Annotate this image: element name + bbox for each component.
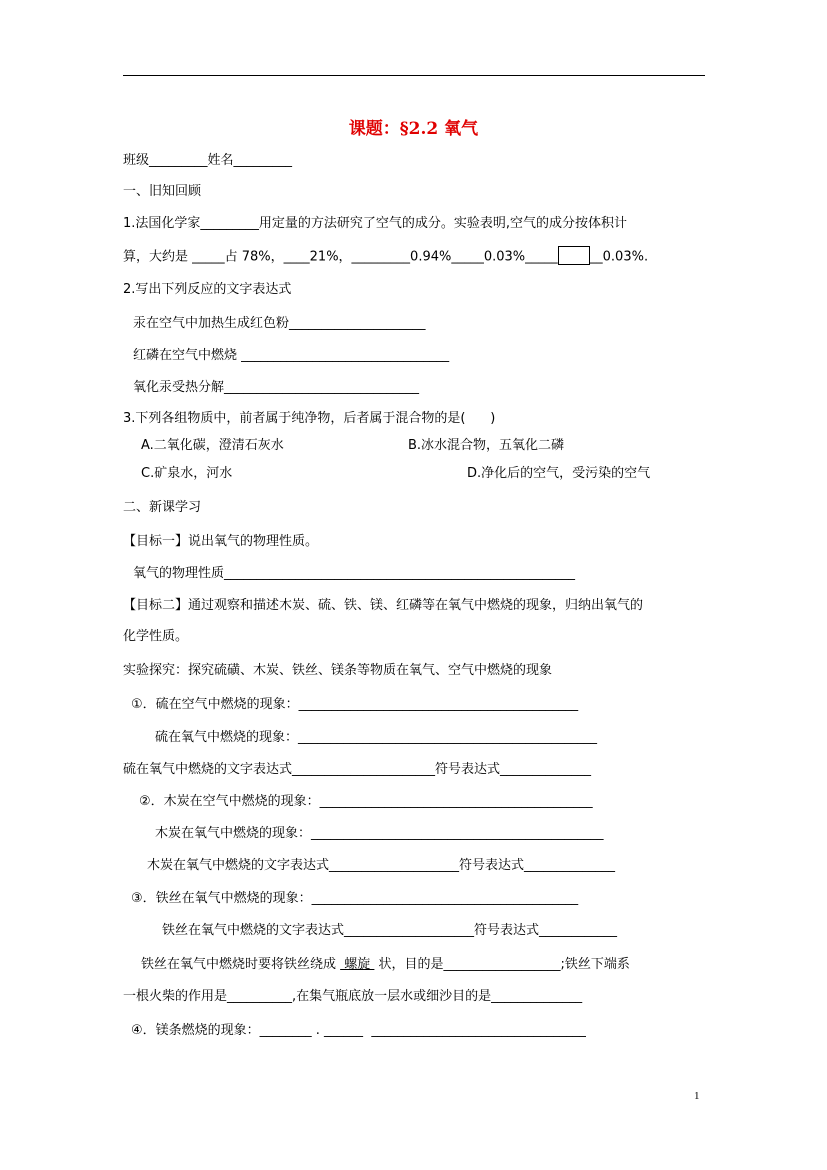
answer-box xyxy=(558,246,590,265)
page-number: 1 xyxy=(694,1090,700,1102)
iron-expression: 铁丝在氧气中燃烧的文字表达式____________________符号表达式____________ xyxy=(162,923,618,938)
goal-2-line-1: 【目标二】通过观察和描述木炭、硫、铁、镁、红磷等在氧气中燃烧的现象，归纳出氧气的 xyxy=(123,598,644,613)
question-2-a: 汞在空气中加热生成红色粉_____________________ xyxy=(133,316,426,331)
magnesium: ④．镁条燃烧的现象：________ . ______ _________________________________ xyxy=(131,1023,586,1038)
option-a: A.二氧化碳，澄清石灰水 xyxy=(141,438,284,453)
goal-2-line-2: 化学性质。 xyxy=(123,629,189,644)
option-c: C.矿泉水，河水 xyxy=(141,466,233,481)
question-2-c: 氧化汞受热分解______________________________ xyxy=(133,380,420,395)
charcoal-air: ②．木炭在空气中燃烧的现象：__________________________________________ xyxy=(139,794,593,809)
section-new: 二、新课学习 xyxy=(123,500,202,515)
question-2-b: 红磷在空气中燃烧 ________________________________ xyxy=(133,348,450,363)
option-b: B.冰水混合物，五氧化二磷 xyxy=(408,438,565,453)
option-d: D.净化后的空气，受污染的空气 xyxy=(467,466,651,481)
physical-properties: 氧气的物理性质______________________________________________________ xyxy=(133,566,576,581)
charcoal-expression: 木炭在氧气中燃烧的文字表达式____________________符号表达式______________ xyxy=(147,858,616,873)
class-name-line: 班级_________姓名_________ xyxy=(123,153,293,168)
sulfur-expression: 硫在氧气中燃烧的文字表达式______________________符号表达式______________ xyxy=(123,762,592,777)
section-review: 一、旧知回顾 xyxy=(123,184,202,199)
sulfur-oxygen: 硫在氧气中燃烧的现象：______________________________________________ xyxy=(155,730,598,745)
question-2: 2.写出下列反应的文字表达式 xyxy=(123,282,292,297)
iron-match: 一根火柴的作用是__________,在集气瓶底放一层水或细沙目的是______________ xyxy=(123,989,583,1004)
question-1-line-1: 1.法国化学家_________用定量的方法研究了空气的成分。实验表明,空气的成分按体积计 xyxy=(123,216,628,231)
goal-1: 【目标一】说出氧气的物理性质。 xyxy=(123,534,319,549)
header-rule xyxy=(123,75,705,76)
iron-oxygen: ③．铁丝在氧气中燃烧的现象：_________________________________________ xyxy=(131,891,579,906)
experiment-intro: 实验探究：探究硫磺、木炭、铁丝、镁条等物质在氧气、空气中燃烧的现象 xyxy=(123,663,553,678)
sulfur-air: ①．硫在空气中燃烧的现象：___________________________________________ xyxy=(131,697,579,712)
question-1-line-2: 算，大约是 _____占 78%，____21%，_________0.94%_____0.03%_____ __0.03%. xyxy=(123,249,648,266)
charcoal-oxygen: 木炭在氧气中燃烧的现象：_____________________________________________ xyxy=(155,826,604,841)
page-title: 课题：§2.2 氧气 xyxy=(348,119,479,139)
question-3: 3.下列各组物质中，前者属于纯净物，后者属于混合物的是( ) xyxy=(123,411,496,426)
iron-spiral: 铁丝在氧气中燃烧时要将铁丝绕成 螺旋 状，目的是__________________;铁丝下端系 xyxy=(141,957,630,972)
